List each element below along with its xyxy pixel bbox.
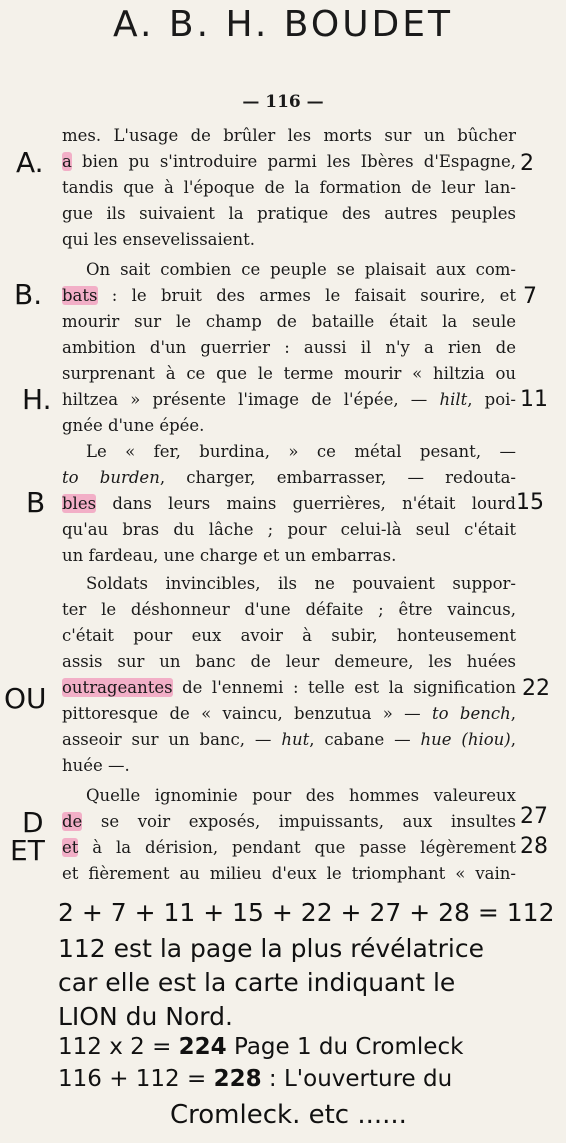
text-line: mourir sur le champ de bataille était la seule [62, 312, 516, 331]
handwritten-note: LION du Nord. [58, 1002, 233, 1031]
margin-mark-b: B. [14, 278, 43, 311]
margin-number: 11 [520, 387, 548, 412]
page-number: — 116 — [242, 92, 324, 112]
highlight: a [62, 152, 72, 171]
text-line: surprenant à ce que le terme mourir « hiltzia ou [62, 364, 516, 383]
margin-mark-d: D [22, 806, 44, 839]
handwritten-note: 112 est la page la plus révélatrice [58, 934, 484, 963]
margin-mark-a: A. [16, 146, 44, 179]
text-line: ambition d'un guerrier : aussi il n'y a rien de [62, 338, 516, 357]
book-author-heading: A. B. H. BOUDET [113, 4, 453, 45]
text-line: gue ils suivaient la pratique des autres peuples [62, 204, 516, 223]
text-line: outrageantes de l'ennemi : telle est la signification [62, 678, 516, 697]
margin-number: 27 [520, 804, 548, 829]
highlight: de [62, 812, 83, 831]
text-line: tandis que à l'époque de la formation de leur lan- [62, 178, 516, 197]
text-line: qui les ensevelissaient. [62, 230, 256, 249]
text-line: et fièrement au milieu d'eux le triomphant « vain- [62, 864, 516, 883]
margin-number: 22 [522, 676, 550, 701]
text-line: un fardeau, une charge et un embarras. [62, 546, 397, 565]
text-line: bats : le bruit des armes le faisait sourire, et [62, 286, 516, 305]
text-line: On sait combien ce peuple se plaisait aux com- [86, 260, 516, 279]
text-line: Quelle ignominie pour des hommes valeureux [86, 786, 516, 805]
text-line: mes. L'usage de brûler les morts sur un bûcher [62, 126, 516, 145]
text-line: pittoresque de « vaincu, benzutua » — to bench, [62, 704, 516, 723]
text-line: to burden, charger, embarrasser, — redouta- [62, 468, 516, 487]
text-line: asseoir sur un banc, — hut, cabane — hue (hiou), [62, 730, 516, 749]
handwritten-calc: 116 + 112 = 228 : L'ouverture du [58, 1066, 453, 1092]
text-line: de se voir exposés, impuissants, aux insultes [62, 812, 516, 831]
highlight: et [62, 838, 79, 857]
handwritten-note: car elle est la carte indiquant le [58, 968, 456, 997]
text-line: assis sur un banc de leur demeure, les huées [62, 652, 516, 671]
text-line: Le « fer, burdina, » ce métal pesant, — [86, 442, 516, 461]
margin-number: 2 [520, 151, 534, 176]
highlight: bats [62, 286, 98, 305]
margin-number: 15 [516, 490, 544, 515]
handwritten-note: Cromleck. etc ...... [170, 1100, 407, 1130]
margin-number: 7 [523, 284, 537, 309]
text-line: a bien pu s'introduire parmi les Ibères d'Espagne, [62, 152, 516, 171]
text-line: hiltzea » présente l'image de l'épée, — hilt, poi- [62, 390, 516, 409]
text-line: huée —. [62, 756, 130, 775]
text-line: qu'au bras du lâche ; pour celui-là seul c'était [62, 520, 516, 539]
margin-mark-ou: OU [4, 682, 47, 715]
highlight: bles [62, 494, 97, 513]
highlight: outrageantes [62, 678, 173, 697]
text-line: et à la dérision, pendant que passe légèrement [62, 838, 516, 857]
margin-mark-et: ET [10, 834, 45, 867]
handwritten-calc: 112 x 2 = 224 Page 1 du Cromleck [58, 1034, 464, 1060]
margin-mark-b2: B [26, 486, 46, 519]
margin-mark-h: H. [22, 383, 52, 416]
text-line: bles dans leurs mains guerrières, n'était lourd [62, 494, 516, 513]
text-line: ter le déshonneur d'une défaite ; être vaincus, [62, 600, 516, 619]
margin-number: 28 [520, 834, 548, 859]
text-line: gnée d'une épée. [62, 416, 205, 435]
handwritten-sum: 2 + 7 + 11 + 15 + 22 + 27 + 28 = 112 [58, 898, 555, 927]
text-line: c'était pour eux avoir à subir, honteusement [62, 626, 516, 645]
text-line: Soldats invincibles, ils ne pouvaient suppor- [86, 574, 516, 593]
